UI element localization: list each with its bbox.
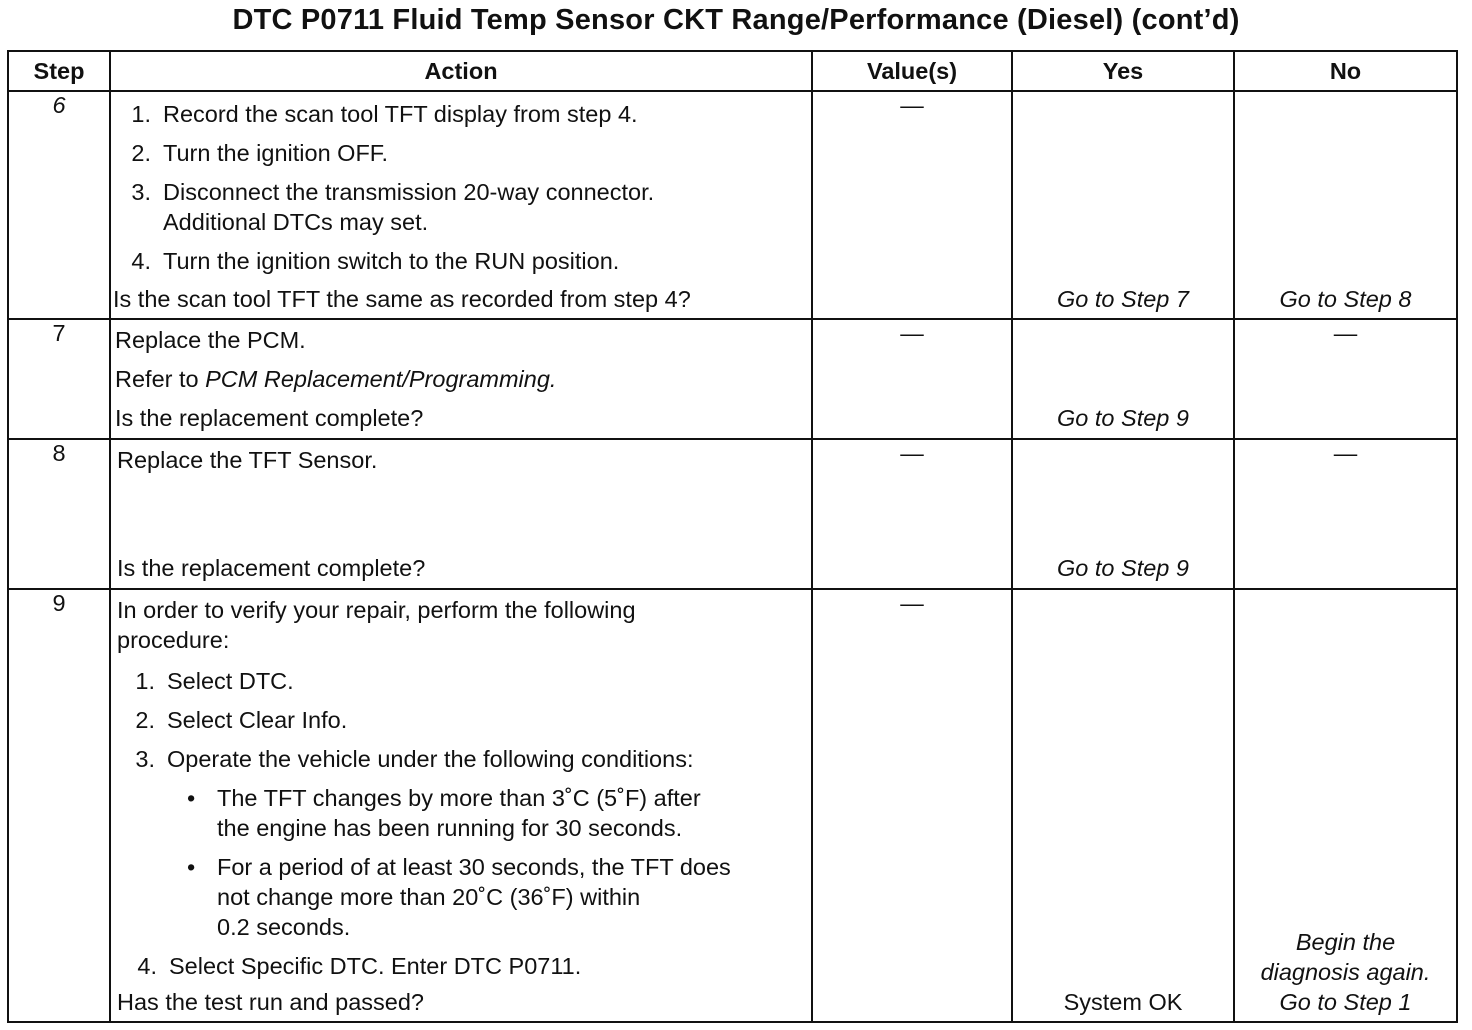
action-cell <box>110 319 812 439</box>
action-cell <box>110 91 812 319</box>
header-no: No <box>1234 51 1457 91</box>
header-yes: Yes <box>1012 51 1234 91</box>
table-row <box>8 91 1457 319</box>
no-cell <box>1234 91 1457 319</box>
table-row <box>8 589 1457 1022</box>
step-number: 6 <box>8 91 110 319</box>
no-cell: — <box>1234 319 1457 439</box>
bullet-item: • The TFT changes by more than 3˚C (5˚F) after <box>187 785 701 811</box>
list-item: 3. Disconnect the transmission 20-way connector. <box>131 179 655 205</box>
list-item: 2. Select Clear Info. <box>135 707 348 733</box>
action-line: Replace the PCM. <box>115 327 306 353</box>
diagnostic-table <box>7 50 1458 1023</box>
bullet-continuation: the engine has been running for 30 seconds. <box>217 815 683 841</box>
yes-cell <box>1012 439 1234 589</box>
yes-cell <box>1012 589 1234 1022</box>
header-values: Value(s) <box>812 51 1012 91</box>
page-title: DTC P0711 Fluid Temp Sensor CKT Range/Performance (Diesel) (cont’d) <box>232 4 1240 36</box>
list-item-continuation: Additional DTCs may set. <box>163 209 429 235</box>
yes-cell <box>1012 319 1234 439</box>
no-cell <box>1234 589 1457 1022</box>
yes-result: Go to Step 9 <box>1057 405 1189 431</box>
yes-result: Go to Step 9 <box>1057 555 1189 581</box>
header-step: Step <box>8 51 110 91</box>
action-line: Replace the TFT Sensor. <box>117 447 378 473</box>
no-result-line: Begin the <box>1295 929 1396 955</box>
step-number: 7 <box>8 319 110 439</box>
value-cell: — <box>812 319 1012 439</box>
list-item: 1. Record the scan tool TFT display from step 4. <box>131 101 638 127</box>
refer-line: Refer to PCM Replacement/Programming. <box>115 366 557 392</box>
yes-result: System OK <box>1063 989 1183 1015</box>
bullet-icon: • <box>187 854 196 880</box>
question: Is the scan tool TFT the same as recorded from step 4? <box>113 286 691 312</box>
header-row <box>8 51 1457 91</box>
table-row <box>8 439 1457 589</box>
list-item: 4. Turn the ignition switch to the RUN position. <box>131 248 620 274</box>
question: Is the replacement complete? <box>115 405 424 431</box>
yes-cell <box>1012 91 1234 319</box>
bullet-continuation: 0.2 seconds. <box>217 914 351 940</box>
value-cell: — <box>812 91 1012 319</box>
question: Is the replacement complete? <box>117 555 426 581</box>
no-cell: — <box>1234 439 1457 589</box>
list-item: 2. Turn the ignition OFF. <box>131 140 389 166</box>
no-result-line: diagnosis again. <box>1260 959 1431 985</box>
question: Has the test run and passed? <box>117 989 425 1015</box>
action-cell <box>110 589 812 1022</box>
bullet-icon: • <box>187 785 196 811</box>
no-result-line: Go to Step 1 <box>1279 989 1412 1015</box>
no-result: Go to Step 8 <box>1279 286 1412 312</box>
action-cell <box>110 439 812 589</box>
header-action: Action <box>110 51 812 91</box>
table-row <box>8 319 1457 439</box>
step-number: 8 <box>8 439 110 589</box>
reference-link: PCM Replacement/Programming. <box>205 366 557 392</box>
step-number: 9 <box>8 589 110 1022</box>
bullet-continuation: not change more than 20˚C (36˚F) within <box>217 884 641 910</box>
value-cell: — <box>812 439 1012 589</box>
list-item: 4. Select Specific DTC. Enter DTC P0711. <box>137 953 582 979</box>
value-cell: — <box>812 589 1012 1022</box>
list-item: 3. Operate the vehicle under the following conditions: <box>135 746 694 772</box>
yes-result: Go to Step 7 <box>1057 286 1189 312</box>
intro-line: procedure: <box>117 627 230 653</box>
intro-line: In order to verify your repair, perform the following <box>117 597 636 623</box>
list-item: 1. Select DTC. <box>135 668 294 694</box>
bullet-item: • For a period of at least 30 seconds, the TFT does <box>187 854 731 880</box>
